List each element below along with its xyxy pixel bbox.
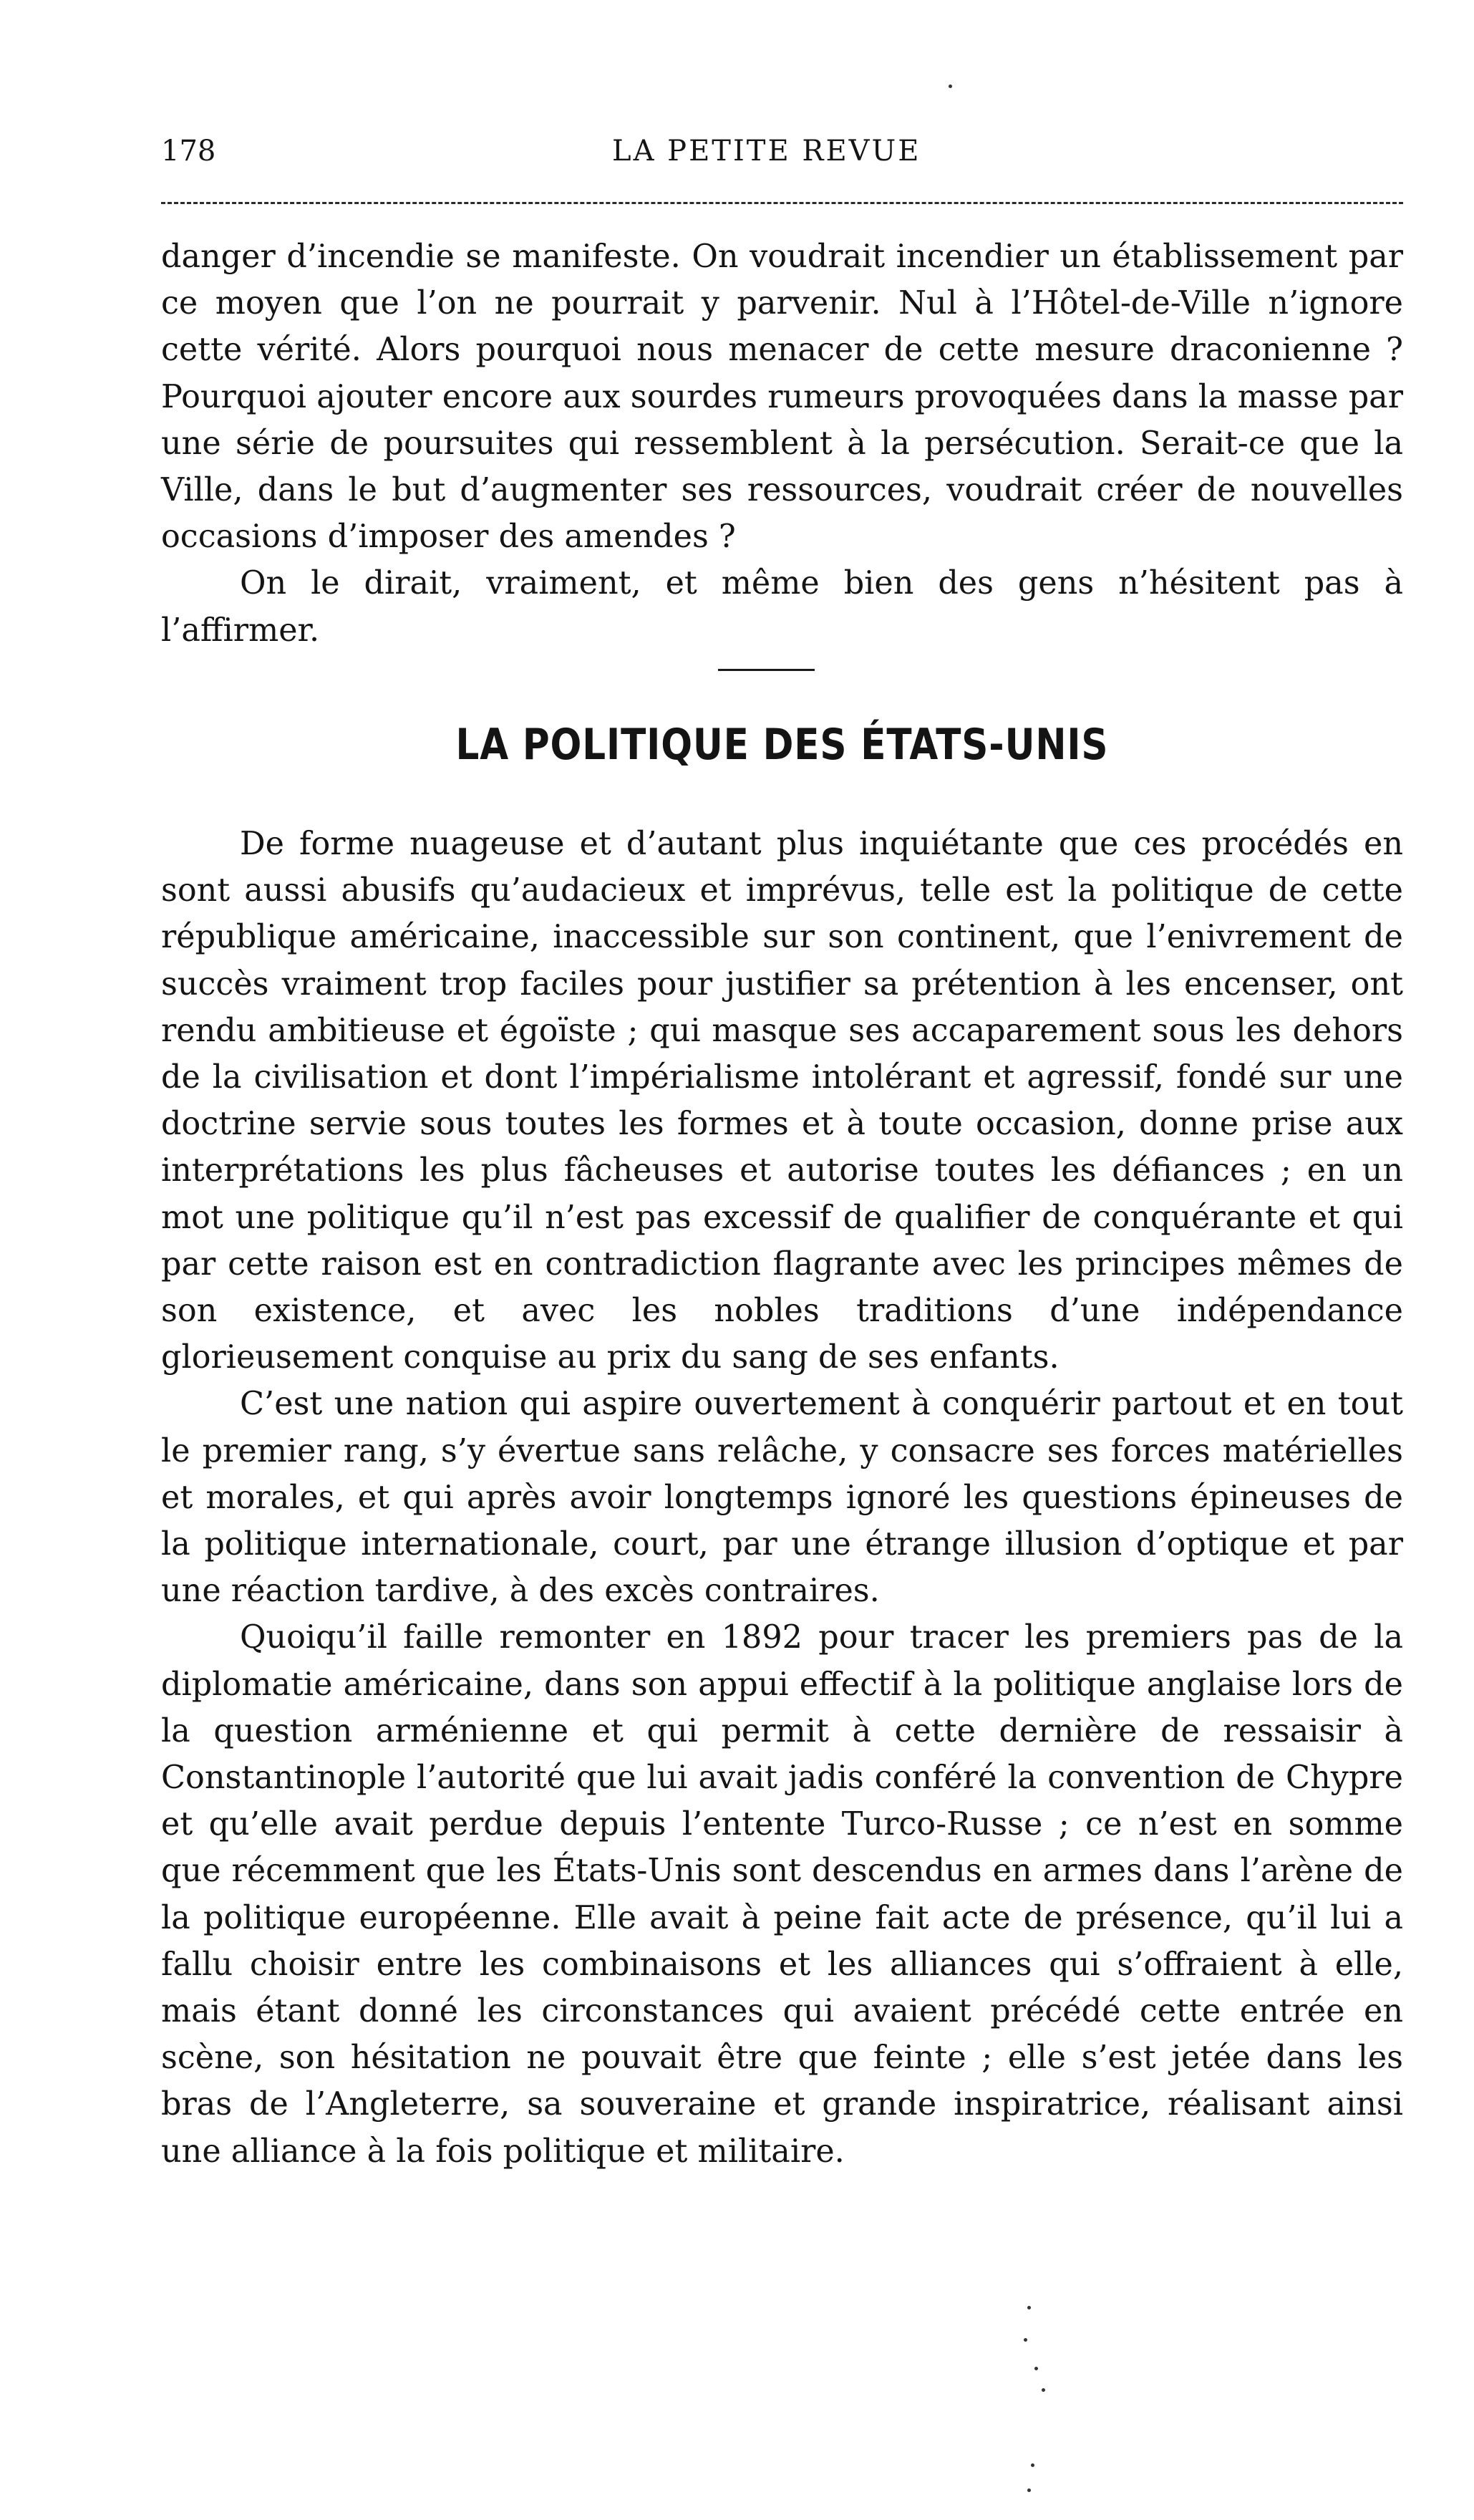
header-rule <box>161 202 1403 204</box>
page-header <box>161 135 1414 178</box>
speck <box>1042 2388 1045 2392</box>
running-head: LA PETITE REVUE <box>612 135 921 168</box>
speck <box>1027 2306 1031 2309</box>
paragraph: danger d’incendie se manifeste. On voudrait incendier un établissement par ce moyen que l’on ne pourrait y parvenir. Nul à l’Hôtel-de-Ville n’ignore cette vérité. Alors pourquoi nous menacer de cette mesure draconienne ? Pourquoi ajouter encore aux sourdes rumeurs provoquées dans la masse par une série de poursuites qui ressemblent à la persécution. Serait-ce que la Ville, dans le but d’augmenter ses ressources, voudrait créer de nouvelles occasions d’imposer des amendes ? <box>161 238 1403 556</box>
speck <box>1031 2463 1034 2467</box>
speck <box>1027 2488 1031 2492</box>
paragraph: Quoiqu’il faille remonter en 1892 pour tracer les premiers pas de la diplomatie américaine, dans son appui effectif à la politique anglaise lors de la question arménienne et qui permit à cette dernière de ressaisir à Constantinople l’autorité que lui avait jadis conféré la convention de Chypre et qu’elle avait perdue depuis l’entente Turco-Russe ; ce n’est en somme que récemment que les États-Unis sont descendus en armes dans l’arène de la politique européenne. Elle avait à peine fait acte de présence, qu’il lui a fallu choisir entre les combinaisons et les alliances qui s’offraient à elle, mais étant donné les circonstances qui avaient précédé cette entrée en scène, son hésitation ne pouvait être que feinte ; elle s’est jetée dans les bras de l’Angleterre, sa souveraine et grande inspiratrice, réalisant ainsi une alliance à la fois politique et militaire. <box>161 1619 1403 2170</box>
article-title: LA POLITIQUE DES ÉTATS-UNIS <box>455 720 1109 770</box>
speck <box>1034 2367 1038 2370</box>
paragraph: De forme nuageuse et d’autant plus inquiétante que ces procédés en sont aussi abusifs qu’audacieux et imprévus, telle est la politique de cette république américaine, inaccessible sur son continent, que l’enivrement de succès vraiment trop faciles pour justifier sa prétention à les encenser, ont rendu ambitieuse et égoïste ; qui masque ses accaparement sous les dehors de la civilisation et dont l’impérialisme intolérant et agressif, fondé sur une doctrine servie sous toutes les formes et à toute occasion, donne prise aux interprétations les plus fâcheuses et autorise toutes les défiances ; en un mot une politique qu’il n’est pas excessif de qualifier de conquérante et qui par cette raison est en contradiction flagrante avec les principes mêmes de son existence, et avec les nobles traditions d’une indépendance glorieusement conquise au prix du sang de ses enfants. <box>161 826 1403 1376</box>
section-divider <box>718 669 815 671</box>
paragraph: C’est une nation qui aspire ouvertement à conquérir partout et en tout le premier rang, s’y évertue sans relâche, y consacre ses forces matérielles et morales, et qui après avoir longtemps ignoré les questions épineuses de la politique internationale, court, par une étrange illusion d’optique et par une réaction tardive, à des excès contraires. <box>161 1386 1403 1610</box>
speck <box>949 85 952 88</box>
continuation-text <box>161 233 1403 654</box>
speck <box>1024 2338 1027 2342</box>
page-number: 178 <box>161 135 216 168</box>
paragraph: On le dirait, vraiment, et même bien des gens n’hésitent pas à l’affirmer. <box>161 565 1403 649</box>
article-body <box>161 821 1403 2175</box>
